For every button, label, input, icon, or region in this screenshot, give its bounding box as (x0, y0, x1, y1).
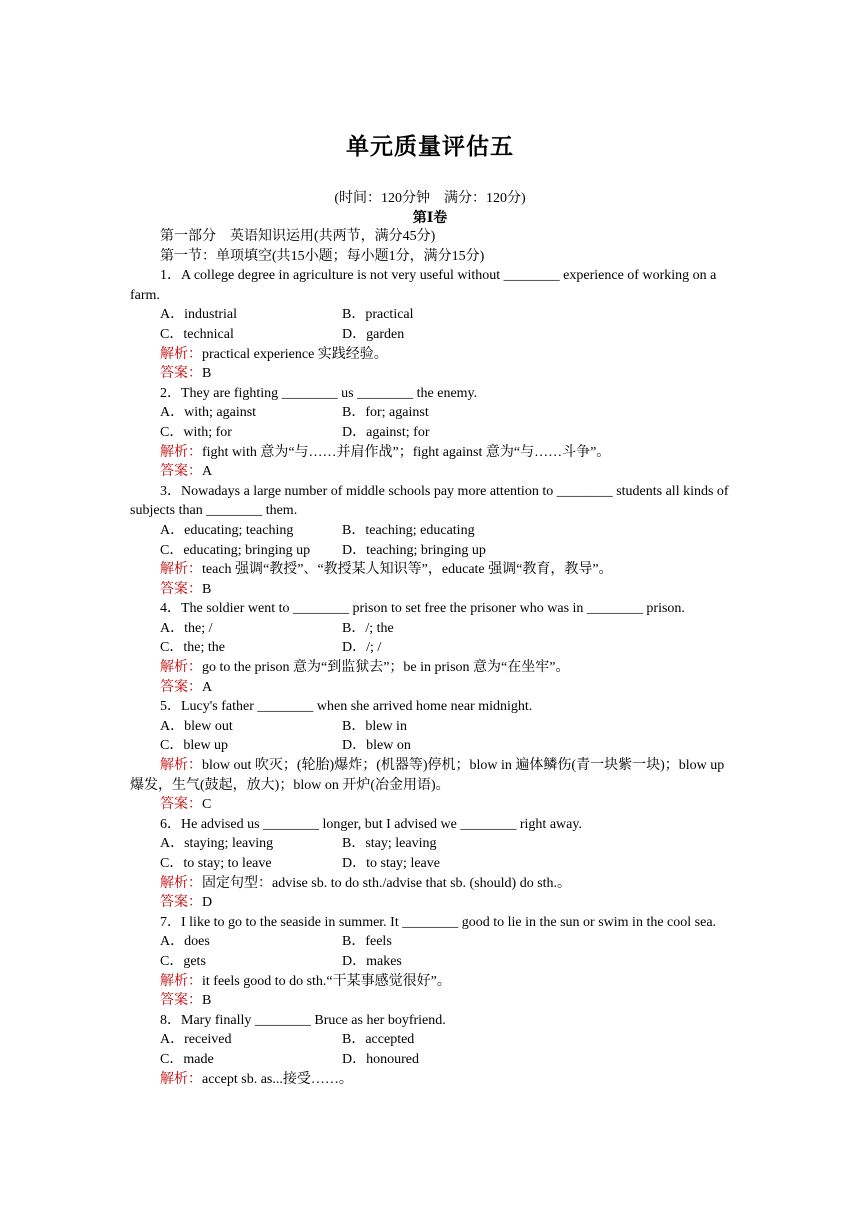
analysis (130, 1070, 735, 1090)
answer-value: B (202, 993, 212, 1009)
option-a: A．staying; leaving (160, 836, 274, 852)
question-8 (130, 1011, 735, 1089)
question-2 (130, 384, 735, 482)
question-7 (130, 913, 735, 1011)
option-a: A．received (160, 1032, 232, 1048)
option-b: B．for; against (342, 405, 429, 421)
analysis-text: go to the prison 意为“到监狱去”；be in prison 意为“在坐牢”。 (202, 660, 570, 676)
question-5 (130, 697, 735, 815)
analysis-text: teach 强调“教授”、“教授某人知识等”，educate 强调“教育，教导”。 (202, 562, 613, 578)
question-stem: 3．Nowadays a large number of middle schools pay more attention to ________ students all kinds of subjects than ________ them. (130, 483, 729, 519)
option-b: B．practical (342, 307, 414, 323)
option-a: A．blew out (160, 718, 233, 734)
answer-label: 答案： (160, 993, 202, 1009)
answer-label: 答案： (160, 581, 202, 597)
option-b: B．/; the (342, 620, 394, 636)
question-4 (130, 599, 735, 697)
volume-heading: 第Ⅰ卷 (412, 211, 448, 226)
option-d: D．makes (342, 953, 402, 969)
answer (130, 678, 735, 698)
option-b: B．feels (342, 934, 392, 950)
option-a: A．the; / (160, 620, 213, 636)
answer (130, 795, 735, 815)
analysis-text: it feels good to do sth.“干某事感觉很好”。 (202, 973, 451, 989)
option-d: D．teaching; bringing up (342, 542, 486, 558)
option-a: A．does (160, 934, 210, 950)
option-a: A．with; against (160, 405, 257, 421)
option-c: C．blew up (160, 738, 229, 754)
question-stem: 2．They are fighting ________ us ________ the enemy. (160, 385, 478, 401)
option-c: C．with; for (160, 424, 232, 440)
option-a: A．industrial (160, 307, 237, 323)
answer-label: 答案： (160, 464, 202, 480)
answer-value: B (202, 581, 212, 597)
option-c: C．gets (160, 953, 206, 969)
analysis (130, 443, 735, 463)
option-c: C．made (160, 1051, 214, 1067)
part-heading: 第一部分 英语知识运用(共两节，满分45分) (160, 229, 436, 244)
option-b: B．teaching; educating (342, 522, 475, 538)
analysis-label: 解析： (160, 562, 202, 578)
option-b: B．stay; leaving (342, 836, 437, 852)
question-stem: 8．Mary finally ________ Bruce as her boyfriend. (160, 1012, 446, 1028)
analysis-label: 解析： (160, 875, 202, 891)
answer (130, 364, 735, 384)
exam-content (130, 227, 735, 1089)
answer-value: D (202, 895, 213, 911)
option-c: C．educating; bringing up (160, 542, 311, 558)
option-d: D．garden (342, 326, 405, 342)
analysis-text: blow out 吹灭；(轮胎)爆炸；(机器等)停机；blow in 遍体鳞伤(青一块紫一块)；blow up 爆发，生气(鼓起，放大)；blow on 开炉(冶金用语)。 (130, 758, 725, 793)
analysis-label: 解析： (160, 444, 202, 460)
analysis-label: 解析： (160, 758, 202, 774)
answer-value: A (202, 464, 213, 480)
analysis (130, 560, 735, 580)
analysis-text: fight with 意为“与……并肩作战”；fight against 意为“与……斗争”。 (202, 444, 611, 460)
question-stem: 4．The soldier went to ________ prison to set free the prisoner who was in ________ prison. (160, 601, 685, 617)
section-heading: 第一节：单项填空(共15小题；每小题1分，满分15分) (160, 248, 485, 264)
page-title: 单元质量评估五 (346, 134, 514, 160)
option-d: D．honoured (342, 1051, 419, 1067)
analysis (130, 658, 735, 678)
answer-label: 答案： (160, 366, 202, 382)
analysis-label: 解析： (160, 346, 202, 362)
answer-label: 答案： (160, 797, 202, 813)
answer-value: A (202, 679, 213, 695)
analysis-label: 解析： (160, 660, 202, 676)
exam-meta: (时间：120分钟 满分：120分) (334, 191, 526, 206)
option-d: D．/; / (342, 640, 382, 656)
question-stem: 7．I like to go to the seaside in summer. It ________ good to lie in the sun or swim in the cool sea. (160, 914, 717, 930)
analysis (130, 874, 735, 894)
answer-label: 答案： (160, 679, 202, 695)
question-3 (130, 482, 735, 600)
analysis (130, 756, 735, 795)
answer (130, 991, 735, 1011)
answer (130, 580, 735, 600)
question-stem: 1．A college degree in agriculture is not very useful without ________ experience of working on a farm. (130, 268, 717, 303)
question-stem: 5．Lucy's father ________ when she arrived home near midnight. (160, 699, 533, 715)
answer-label: 答案： (160, 895, 202, 911)
question-6 (130, 815, 735, 913)
option-a: A．educating; teaching (160, 522, 294, 538)
option-b: B．accepted (342, 1032, 415, 1048)
analysis-text: 固定句型：advise sb. to do sth./advise that sb. (should) do sth.。 (202, 875, 572, 891)
analysis-text: practical experience 实践经验。 (202, 346, 388, 362)
answer (130, 893, 735, 913)
analysis (130, 345, 735, 365)
option-c: C．the; the (160, 640, 225, 656)
option-c: C．technical (160, 326, 234, 342)
option-c: C．to stay; to leave (160, 856, 272, 871)
answer-value: B (202, 366, 212, 382)
analysis (130, 972, 735, 992)
option-d: D．blew on (342, 738, 411, 754)
option-d: D．to stay; leave (342, 856, 440, 871)
answer-value: C (202, 797, 212, 813)
question-stem: 6．He advised us ________ longer, but I advised we ________ right away. (160, 816, 582, 832)
option-b: B．blew in (342, 718, 407, 734)
option-d: D．against; for (342, 424, 430, 440)
question-1 (130, 266, 735, 384)
analysis-text: accept sb. as...接受……。 (202, 1071, 353, 1087)
analysis-label: 解析： (160, 1071, 202, 1087)
answer (130, 462, 735, 482)
analysis-label: 解析： (160, 973, 202, 989)
